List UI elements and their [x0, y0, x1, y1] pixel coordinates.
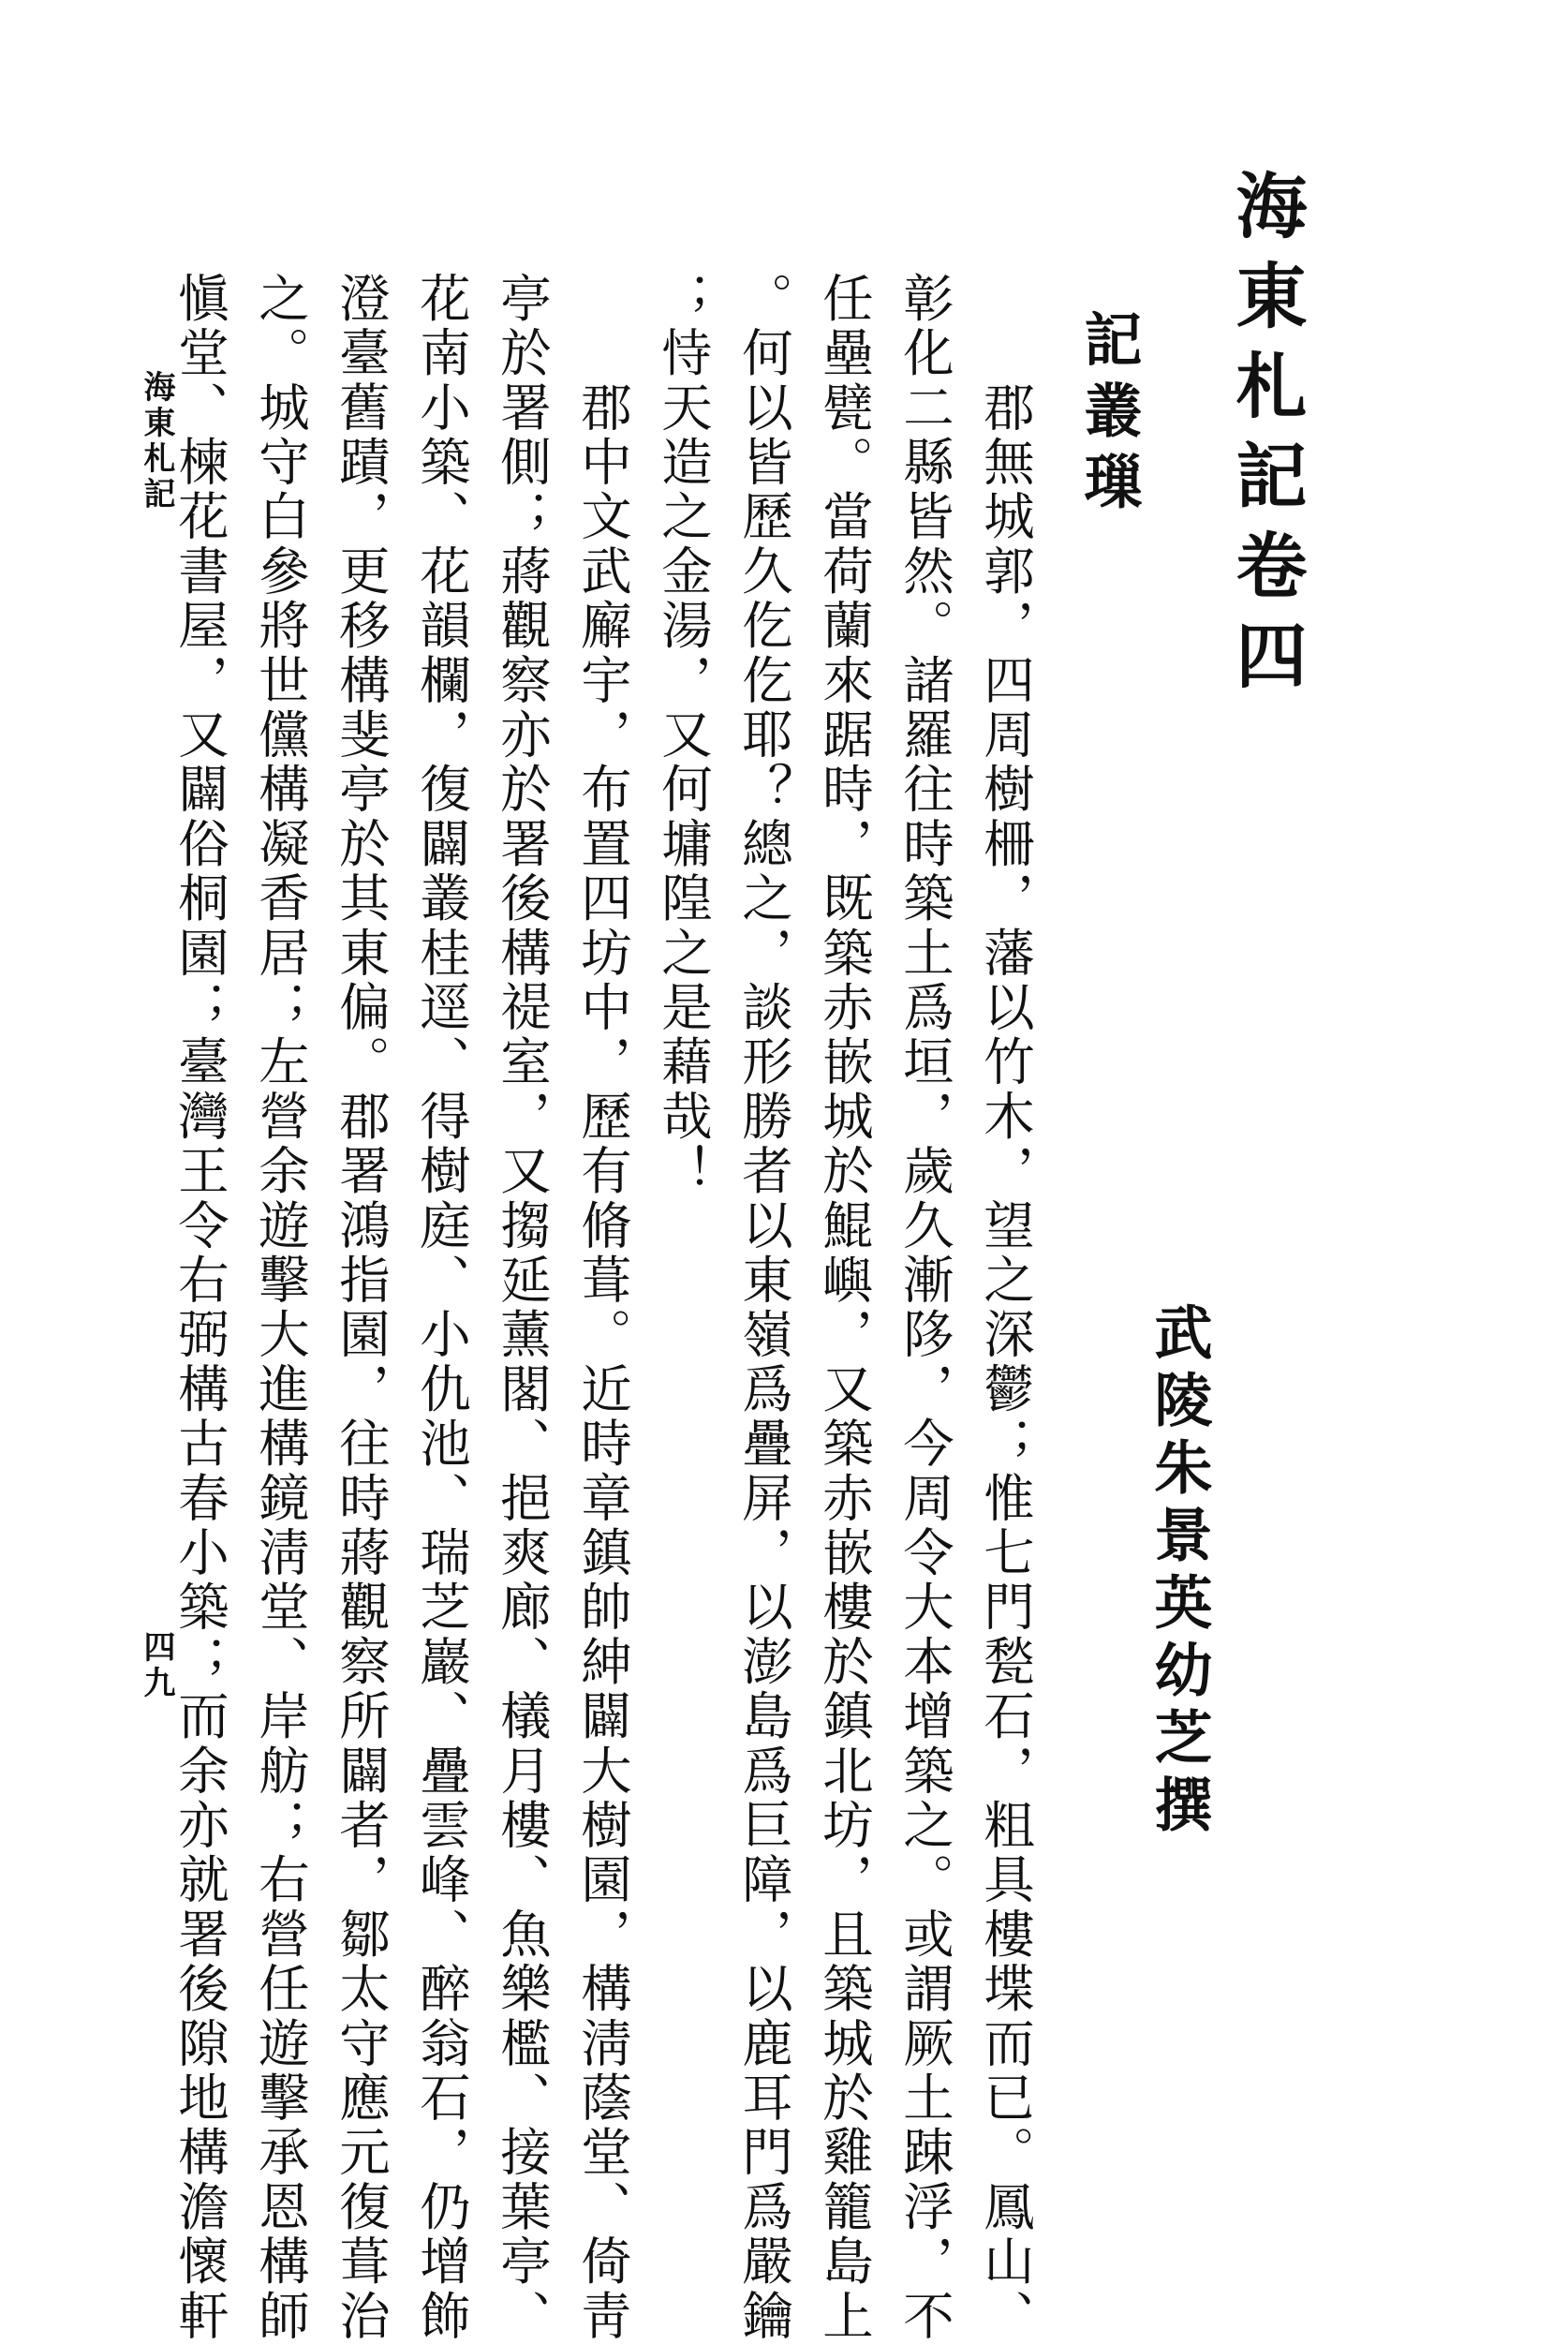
author-line: 武陵朱景英幼芝撰 [1145, 1302, 1213, 1842]
body-column: 花南小築、花韻欄，復闢叢桂逕、得樹庭、小仇池、瑞芝巖、疊雲峰、醉翁石，仍增飾 [411, 272, 470, 2344]
body-column: 郡無城郭，四周樹柵，藩以竹木，望之深鬱；惟七門甃石，粗具樓堞而已。鳳山、 [975, 272, 1034, 2344]
body-column: 愼堂、楝花書屋，又闢俗桐園；臺灣王令右弼構古春小築；而余亦就署後隙地構澹懷軒 [170, 272, 229, 2344]
body-column: 彰化二縣皆然。諸羅往時築土爲垣，歲久漸陊，今周令大本增築之。或謂厥土踈浮，不 [895, 272, 954, 2344]
section-title: 記叢璅 [1074, 309, 1143, 523]
body-column: 。何以皆歷久仡仡耶？總之，談形勝者以東嶺爲疊屏，以澎島爲巨障，以鹿耳門爲嚴鑰 [733, 272, 792, 2344]
body-column: 郡中文武廨宇，布置四坊中，歷有脩葺。近時章鎮帥紳闢大樹園，構淸蔭堂、倚靑 [572, 272, 631, 2344]
book-title: 海東札記卷四 [1224, 169, 1308, 708]
body-column: 任壘甓。當荷蘭來踞時，既築赤嵌城於鯤嶼，又築赤嵌樓於鎮北坊，且築城於雞籠島上 [814, 272, 873, 2344]
body-column: 之。城守白參將世儻構凝香居；左營余遊擊大進構鏡淸堂、岸舫；右營任遊擊承恩構師 [250, 272, 309, 2344]
page-number: 四九 [138, 1630, 175, 1701]
margin-title: 海東札記 [138, 370, 175, 512]
body-column: 亭於署側；蔣觀察亦於署後構禔室，又搊延薰閣、挹爽廊、檥月樓、魚樂檻、接葉亭、 [492, 272, 551, 2344]
body-column: 澄臺舊蹟，更移構斐亭於其東偏。郡署鴻指園，往時蔣觀察所闢者，鄒太守應元復葺治 [331, 272, 390, 2344]
body-column: ；恃天造之金湯，又何墉隍之是藉哉！ [653, 272, 712, 1199]
